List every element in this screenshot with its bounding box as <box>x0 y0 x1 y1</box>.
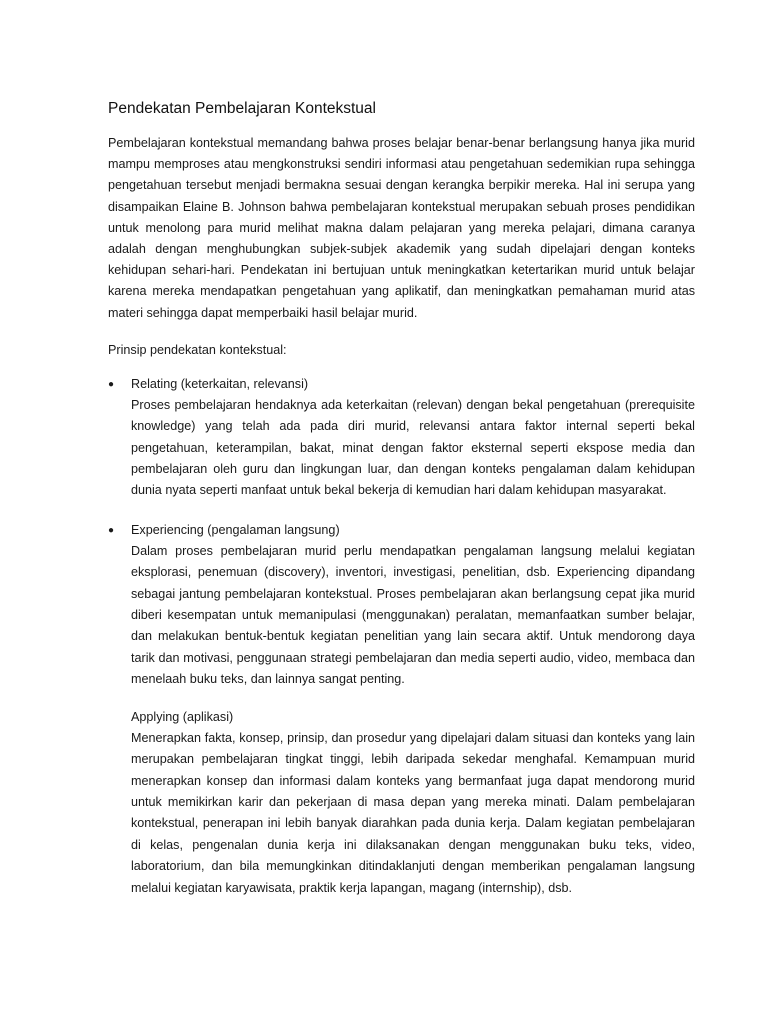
list-item-applying <box>108 707 695 899</box>
list-item-body: Dalam proses pembelajaran murid perlu mendapatkan pengalaman langsung melalui kegiatan eksplorasi, penemuan (discovery), inventori, investigasi, penelitian, dsb. Experiencing dipandang sebagai jantung pembelajaran kontekstual. Proses pembelajaran akan berlangsung cepat jika murid diberi kesempatan untuk memanipulasi (menggunakan) peralatan, memanfaatkan sumber belajar, dan melakukan bentuk-bentuk kegiatan penelitian yang lain secara aktif. Untuk mendorong daya tarik dan motivasi, penggunaan strategi pembelajaran dan media seperti audio, video, membaca dan menelaah buku teks, dan lainnya sangat penting. <box>131 543 695 687</box>
list-item-heading: Relating (keterkaitan, relevansi) <box>131 376 309 391</box>
list-item-heading: Experiencing (pengalaman langsung) <box>131 522 340 537</box>
list-item-heading: Applying (aplikasi) <box>131 709 234 724</box>
document-page <box>108 98 695 899</box>
principles-label: Prinsip pendekatan kontekstual: <box>108 342 287 357</box>
intro-paragraph: Pembelajaran kontekstual memandang bahwa proses belajar benar-benar berlangsung hanya jika murid mampu memproses atau mengkonstruksi sendiri informasi atau pengetahuan sedemikian rupa sehingga pengetahuan tersebut menjadi bermakna sesuai dengan kerangka berpikir mereka. Hal ini serupa yang disampaikan Elaine B. Johnson bahwa pembelajaran kontekstual merupakan sebuah proses pendidikan untuk menolong para murid melihat makna dalam pelajaran yang mereka pelajari, dimana caranya adalah dengan menghubungkan subjek-subjek akademik yang sudah dipelajari dengan konteks kehidupan sehari-hari. Pendekatan ini bertujuan untuk meningkatkan ketertarikan murid untuk belajar karena mereka mendapatkan pengetahuan yang aplikatif, dan meningkatkan pemahaman murid atas materi sehingga dapat memperbaiki hasil belajar murid. <box>108 136 695 320</box>
list-item-relating <box>108 374 695 502</box>
list-item-experiencing <box>108 520 695 691</box>
bullet-icon: ● <box>108 524 115 536</box>
list-item-body: Menerapkan fakta, konsep, prinsip, dan prosedur yang dipelajari dalam situasi dan konteks yang lain merupakan pembelajaran tingkat tinggi, lebih daripada sekedar menghafal. Kemampuan murid menerapkan konsep dan informasi dalam konteks yang bermanfaat juga dapat mendorong murid untuk memikirkan karir dan pekerjaan di masa depan yang mereka minati. Dalam pembelajaran kontekstual, penerapan ini lebih banyak diarahkan pada dunia kerja. Dalam kegiatan pembelajaran di kelas, pengenalan dunia kerja ini dilaksanakan dengan menggunakan buku teks, video, laboratorium, dan bila memungkinkan ditindaklanjuti dengan memberikan pengalaman langsung melalui kegiatan karyawisata, praktik kerja lapangan, magang (internship), dsb. <box>131 730 695 895</box>
list-item-body: Proses pembelajaran hendaknya ada keterkaitan (relevan) dengan bekal pengetahuan (prerequisite knowledge) yang telah ada pada diri murid, relevansi antara faktor internal seperti bekal pengetahuan, keterampilan, bakat, minat dengan faktor eksternal seperti ekspose media dan pembelajaran oleh guru dan lingkungan luar, dan dengan konteks pengalaman dalam kehidupan dunia nyata seperti manfaat untuk bekal bekerja di kemudian hari dalam kehidupan masyarakat. <box>131 397 695 498</box>
document-title: Pendekatan Pembelajaran Kontekstual <box>108 100 376 117</box>
bullet-icon: ● <box>108 378 115 390</box>
